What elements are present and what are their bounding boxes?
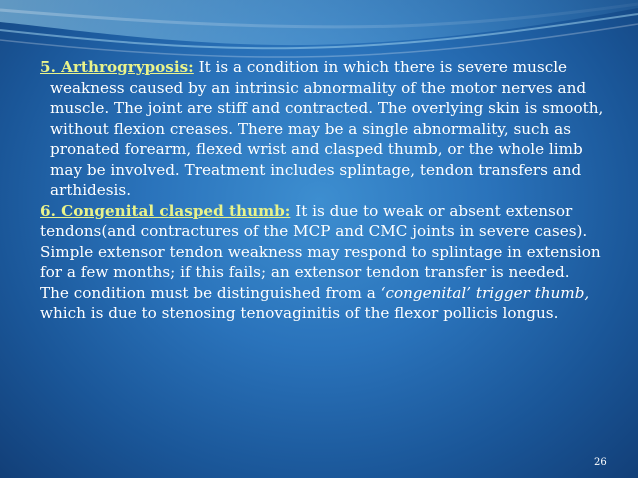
text-trigger-rest: which is due to stenosing tenovaginitis of the flexor pollicis longus. xyxy=(40,304,559,322)
text-congenital-clasped-thumb: It is due to weak or absent extensor tendons(and contractures of the MCP and CMC joints in severe cases). Simple extensor tendon weakness may respond to splintage in extension for a few months; if this fails; an extensor tendon transfer is needed. xyxy=(40,201,601,281)
text-trigger-italic: ‘congenital’ trigger thumb, xyxy=(380,283,590,302)
heading-congenital-clasped-thumb: 6. Congenital clasped thumb: xyxy=(40,201,291,220)
heading-arthrogryposis: 5. Arthrogryposis: xyxy=(40,58,194,76)
paragraph-congenital-clasped-thumb xyxy=(40,201,610,283)
slide-body xyxy=(40,57,610,324)
text-arthrogryposis: It is a condition in which there is severe muscle weakness caused by an intrinsic abnormality of the motor nerves and muscle. The joint are stiff and contracted. The overlying skin is smooth, without flexion creases. There may be a single abnormality, such as pronated forearm, flexed wrist and clasped thumb, or the whole limb may be involved. Treatment includes splintage, tendon transfers and arthidesis. xyxy=(50,58,604,199)
page-number: 26 xyxy=(594,457,607,468)
text-trigger-intro: The condition must be distinguished from a xyxy=(40,283,381,302)
paragraph-arthrogryposis xyxy=(40,57,610,201)
paragraph-trigger-thumb xyxy=(40,283,610,324)
